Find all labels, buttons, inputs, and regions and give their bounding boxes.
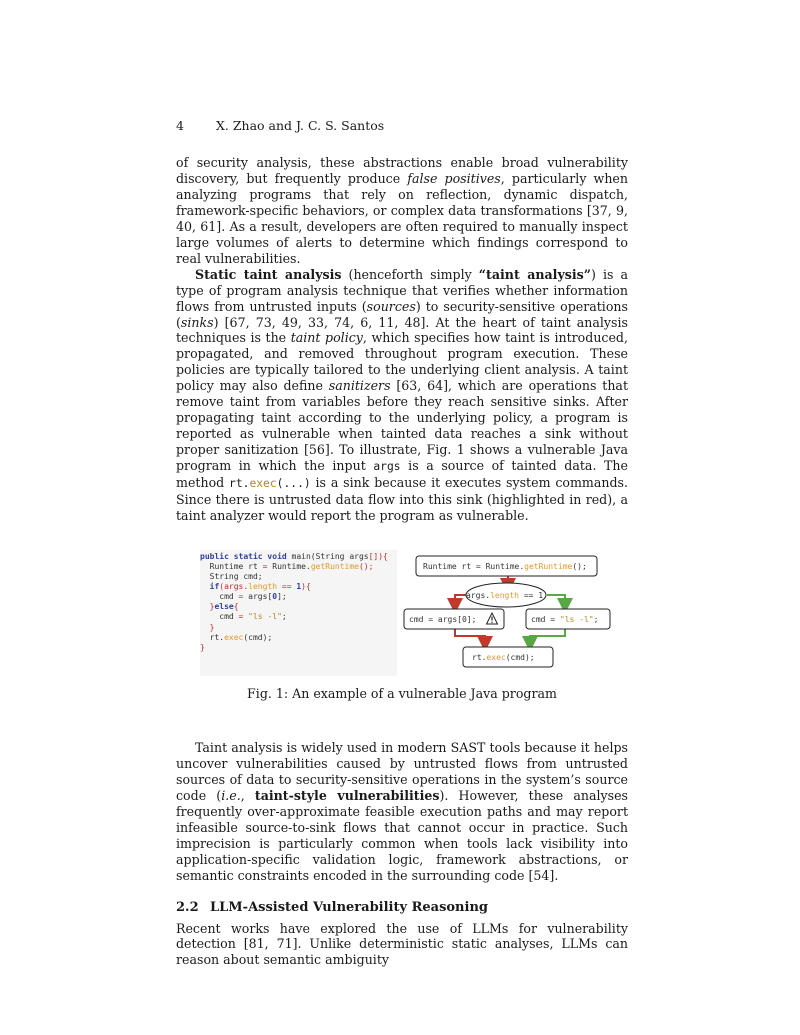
paragraph-sast: Taint analysis is widely used in modern SAST tools because it helps uncover vulnerabilities caused by untrusted flows from untrusted sources of data to security-sensitive operations in the system’s source code (i.e., taint-style vulnerabilities). However, these analyses frequently over-approximate feasible execution paths and may report infeasible source-to-sink flows that cannot occur in practice. Such imprecision is particularly common when tools lack visibility into application-specific validation logic, framework abstractions, or semantic constraints encoded in the surrounding code [54]. xyxy=(176,739,629,883)
svg-text:Runtime rt = Runtime.getRuntim: Runtime rt = Runtime.getRuntime(); xyxy=(423,561,587,571)
section-title: LLM-Assisted Vulnerability Reasoning xyxy=(210,899,488,915)
figure-caption: Fig. 1: An example of a vulnerable Java program xyxy=(247,685,557,701)
section-heading xyxy=(176,900,628,915)
java-code-listing xyxy=(200,550,397,676)
control-flow-diagram xyxy=(400,548,630,678)
inline-code-exec: rt.exec(...) xyxy=(229,477,311,491)
svg-text:args.length == 1: args.length == 1 xyxy=(466,590,544,600)
code-lines: public static void main(String args[]){ Runtime rt = Runtime.getRuntime(); String cmd; if(args.length == 1){ cmd = args[0]; }else{ cmd = "ls -l"; } rt.exec(cmd); } xyxy=(200,551,388,652)
running-header xyxy=(176,118,628,134)
term-taint-style-vulnerabilities: taint-style vulnerabilities xyxy=(254,787,440,803)
paper-page xyxy=(176,118,628,968)
edge-ls-to-exec xyxy=(530,629,565,646)
paragraph-taint-analysis: Static taint analysis (henceforth simply “taint analysis”) is a type of program analysis technique that verifies whether information flows from untrusted inputs (sources) to security-sensitive operations (sinks) [67, 73, 49, 33, 74, 6, 11, 48]. At the heart of taint analysis techniques is the taint policy, which specifies how taint is introduced, propagated, and removed throughout program execution. These policies are typically tailored to the underlying client analysis. A taint policy may also define sanitizers [63, 64], which are operations that remove taint from variables before they reach sensitive sinks. After propagating taint according to the underlying policy, a program is reported as vulnerable when tainted data reaches a sink without proper sanitization [56]. To illustrate, Fig. 1 shows a vulnerable Java program in which the input args is a source of tainted data. The method rt.exec(...) is a sink because it executes system commands. Since there is untrusted data flow into this sink (highlighted in red), a taint analyzer would report the program as vulnerable. xyxy=(176,266,629,523)
paragraph-llm: Recent works have explored the use of LLMs for vulnerability detection [81, 71]. Unlike deterministic static analyses, LLMs can reason about semantic ambiguity xyxy=(176,920,628,968)
emphasis-false-positives: false positives xyxy=(407,170,501,186)
edge-args-to-exec xyxy=(455,629,485,646)
svg-text:cmd = args[0];: cmd = args[0]; xyxy=(409,614,477,624)
section-number: 2.2 xyxy=(176,899,199,915)
author-names: X. Zhao and J. C. S. Santos xyxy=(216,118,385,133)
inline-code-args: args xyxy=(373,460,401,474)
figure-1 xyxy=(176,550,628,676)
edge-condition-to-ls xyxy=(547,595,565,608)
term-static-taint-analysis: Static taint analysis xyxy=(195,266,342,282)
term-taint-analysis: “taint analysis” xyxy=(478,266,591,282)
page-number: 4 xyxy=(176,118,184,133)
edge-condition-to-args xyxy=(455,595,466,608)
svg-text:cmd = "ls -l";: cmd = "ls -l"; xyxy=(531,614,599,624)
svg-text:rt.exec(cmd);: rt.exec(cmd); xyxy=(472,652,535,662)
paragraph-intro: of security analysis, these abstractions enable broad vulnerability discovery, but frequently produce false positives, particularly when analyzing programs that rely on reflection, dynamic dispatch, framework-specific behaviors, or complex data transformations [37, 9, 40, 61]. As a result, developers are often required to manually inspect large volumes of alerts to determine which findings correspond to real vulnerabilities. xyxy=(176,155,628,266)
